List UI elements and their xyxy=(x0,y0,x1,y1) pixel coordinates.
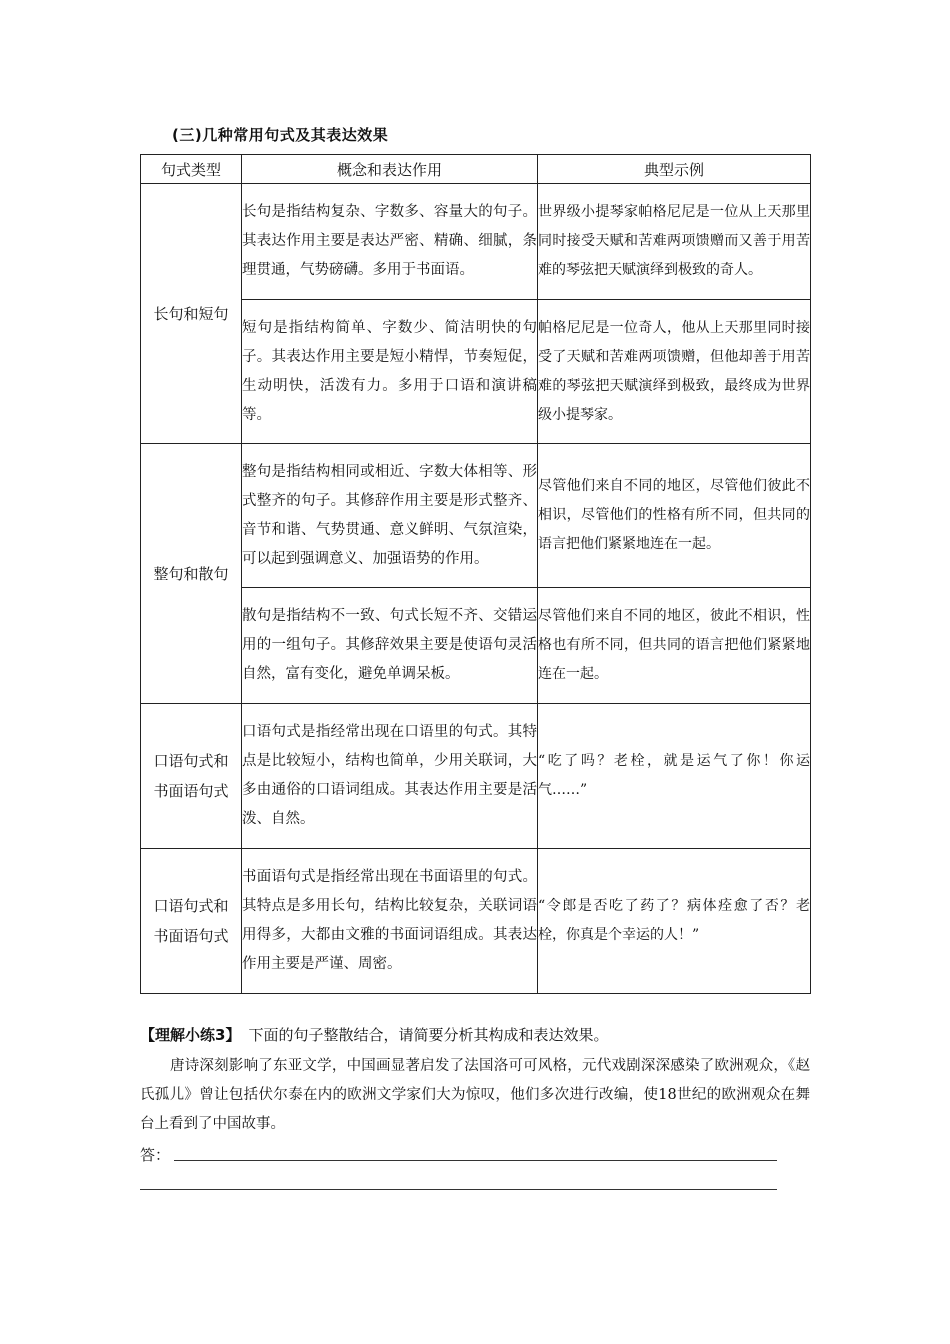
concept-cell: 书面语句式是指经常出现在书面语里的句式。其特点是多用长句，结构比较复杂，关联词语用得多，大都由文雅的书面词语组成。其表达作用主要是严谨、周密。 xyxy=(242,849,538,994)
answer-line-2[interactable] xyxy=(140,1189,777,1190)
type-label-line1: 口语句式和 xyxy=(153,897,229,915)
section-title: (三)几种常用句式及其表达效果 xyxy=(172,126,389,144)
example-cell: 尽管他们来自不同的地区，彼此不相识，性格也有所不同，但共同的语言把他们紧紧地连在一起。 xyxy=(538,588,811,704)
example-cell: “吃了吗？老栓，就是运气了你！你运气……” xyxy=(538,704,811,849)
header-example: 典型示例 xyxy=(538,155,811,184)
table-row xyxy=(141,849,811,994)
concept-cell: 散句是指结构不一致、句式长短不齐、交错运用的一组句子。其修辞效果主要是使语句灵活自然，富有变化，避免单调呆板。 xyxy=(242,588,538,704)
answer-label: 答： xyxy=(140,1146,171,1164)
concept-cell: 长句是指结构复杂、字数多、容量大的句子。其表达作用主要是表达严密、精确、细腻，条理贯通，气势磅礴。多用于书面语。 xyxy=(242,184,538,300)
example-cell: 尽管他们来自不同的地区，尽管他们彼此不相识，尽管他们的性格有所不同，但共同的语言把他们紧紧地连在一起。 xyxy=(538,444,811,588)
table-row xyxy=(141,588,811,704)
concept-cell: 短句是指结构简单、字数少、简洁明快的句子。其表达作用主要是短小精悍，节奏短促，生动明快，活泼有力。多用于口语和演讲稿等。 xyxy=(242,300,538,444)
table-row xyxy=(141,184,811,300)
type-cell xyxy=(141,704,242,849)
example-cell: 世界级小提琴家帕格尼尼是一位从上天那里同时接受天赋和苦难两项馈赠而又善于用苦难的琴弦把天赋演绎到极致的奇人。 xyxy=(538,184,811,300)
header-concept: 概念和表达作用 xyxy=(242,155,538,184)
type-cell xyxy=(141,849,242,994)
type-cell: 长句和短句 xyxy=(141,184,242,444)
type-cell: 整句和散句 xyxy=(141,444,242,704)
exercise-passage: 唐诗深刻影响了东亚文学，中国画显著启发了法国洛可可风格，元代戏剧深深感染了欧洲观众，《赵氏孤儿》曾让包括伏尔泰在内的欧洲文学家们大为惊叹，他们多次进行改编，使18世纪的欧洲观众在舞台上看到了中国故事。 xyxy=(140,1058,810,1132)
type-label-line1: 口语句式和 xyxy=(153,752,229,770)
table-row xyxy=(141,444,811,588)
sentence-pattern-table xyxy=(140,154,811,994)
example-cell: “令郎是否吃了药了？病体痊愈了否？老栓，你真是个幸运的人！” xyxy=(538,849,811,994)
example-cell: 帕格尼尼是一位奇人，他从上天那里同时接受了天赋和苦难两项馈赠，但他却善于用苦难的琴弦把天赋演绎到极致，最终成为世界级小提琴家。 xyxy=(538,300,811,444)
exercise-prompt: 下面的句子整散结合，请简要分析其构成和表达效果。 xyxy=(248,1026,609,1044)
header-type: 句式类型 xyxy=(141,155,242,184)
table-row xyxy=(141,704,811,849)
concept-cell: 整句是指结构相同或相近、字数大体相等、形式整齐的句子。其修辞作用主要是形式整齐、音节和谐、气势贯通、意义鲜明、气氛渲染，可以起到强调意义、加强语势的作用。 xyxy=(242,444,538,588)
table-header-row xyxy=(141,155,811,184)
type-label-line2: 书面语句式 xyxy=(153,782,229,800)
table-row xyxy=(141,300,811,444)
answer-line-1[interactable] xyxy=(174,1160,777,1161)
type-label-line2: 书面语句式 xyxy=(153,927,229,945)
exercise-label: 【理解小练3】 xyxy=(140,1026,241,1044)
exercise-heading xyxy=(140,1024,810,1045)
concept-cell: 口语句式是指经常出现在口语里的句式。其特点是比较短小，结构也简单，少用关联词，大多由通俗的口语词组成。其表达作用主要是活泼、自然。 xyxy=(242,704,538,849)
